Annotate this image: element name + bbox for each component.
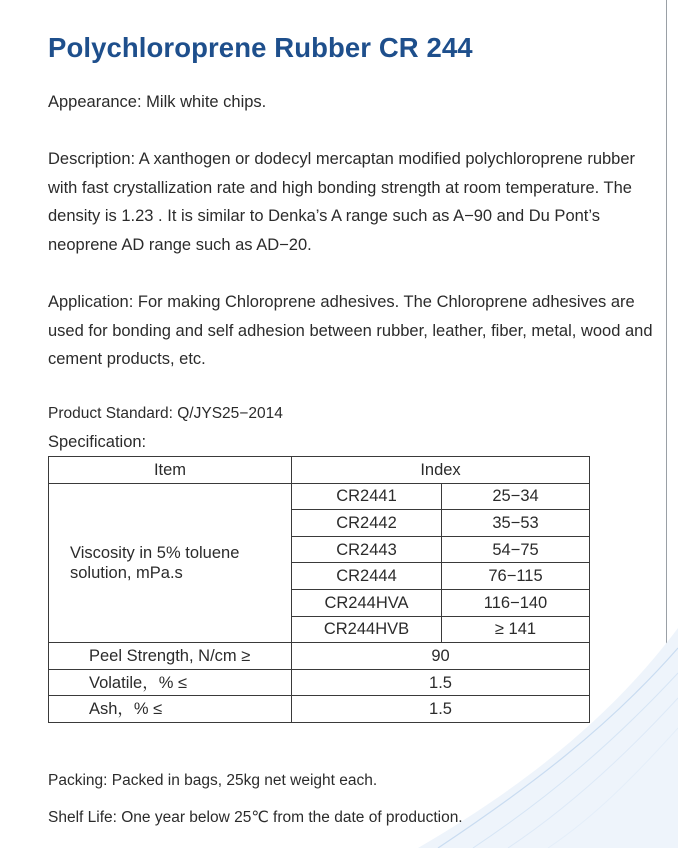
grade-name: CR2441 bbox=[292, 483, 442, 510]
grade-name: CR2444 bbox=[292, 563, 442, 590]
peel-strength-value: 90 bbox=[292, 643, 590, 670]
header-index: Index bbox=[292, 457, 590, 484]
table-row bbox=[49, 483, 590, 510]
grade-range: 35−53 bbox=[442, 510, 590, 537]
grade-range: 25−34 bbox=[442, 483, 590, 510]
grade-name: CR2443 bbox=[292, 536, 442, 563]
peel-strength-label: Peel Strength, N/cm ≥ bbox=[49, 643, 292, 670]
description-text: Description: A xanthogen or dodecyl mercaptan modified polychloroprene rubber with fast crystallization rate and high bonding strength at room temperature. The density is 1.23 . It is similar to Denka’s A range such as A−90 and Du Pont’s neoprene AD range such as AD−20. bbox=[48, 150, 636, 254]
viscosity-label: Viscosity in 5% toluene solution, mPa.s bbox=[49, 483, 292, 643]
specification-label: Specification: bbox=[48, 433, 147, 451]
grade-range: 76−115 bbox=[442, 563, 590, 590]
grade-name: CR244HVA bbox=[292, 589, 442, 616]
table-header-row bbox=[49, 457, 590, 484]
ash-label: Ash，% ≤ bbox=[49, 696, 292, 723]
volatile-label: Volatile，% ≤ bbox=[49, 669, 292, 696]
grade-name: CR2442 bbox=[292, 510, 442, 537]
product-standard-text: Product Standard: Q/JYS25−2014 bbox=[48, 405, 283, 422]
shelf-life-text: Shelf Life: One year below 25℃ from the date of production. bbox=[48, 809, 463, 826]
grade-range: ≥ 141 bbox=[442, 616, 590, 643]
grade-range: 116−140 bbox=[442, 589, 590, 616]
application-text: Application: For making Chloroprene adhesives. The Chloroprene adhesives are used for bonding and self adhesion between rubber, leather, fiber, metal, wood and cement products, etc. bbox=[48, 293, 653, 369]
volatile-value: 1.5 bbox=[292, 669, 590, 696]
packing-text: Packing: Packed in bags, 25kg net weight each. bbox=[48, 772, 378, 789]
page-title: Polychloroprene Rubber CR 244 bbox=[48, 32, 473, 63]
grade-name: CR244HVB bbox=[292, 616, 442, 643]
header-item: Item bbox=[49, 457, 292, 484]
grade-range: 54−75 bbox=[442, 536, 590, 563]
ash-value: 1.5 bbox=[292, 696, 590, 723]
appearance-text: Appearance: Milk white chips. bbox=[48, 93, 267, 111]
